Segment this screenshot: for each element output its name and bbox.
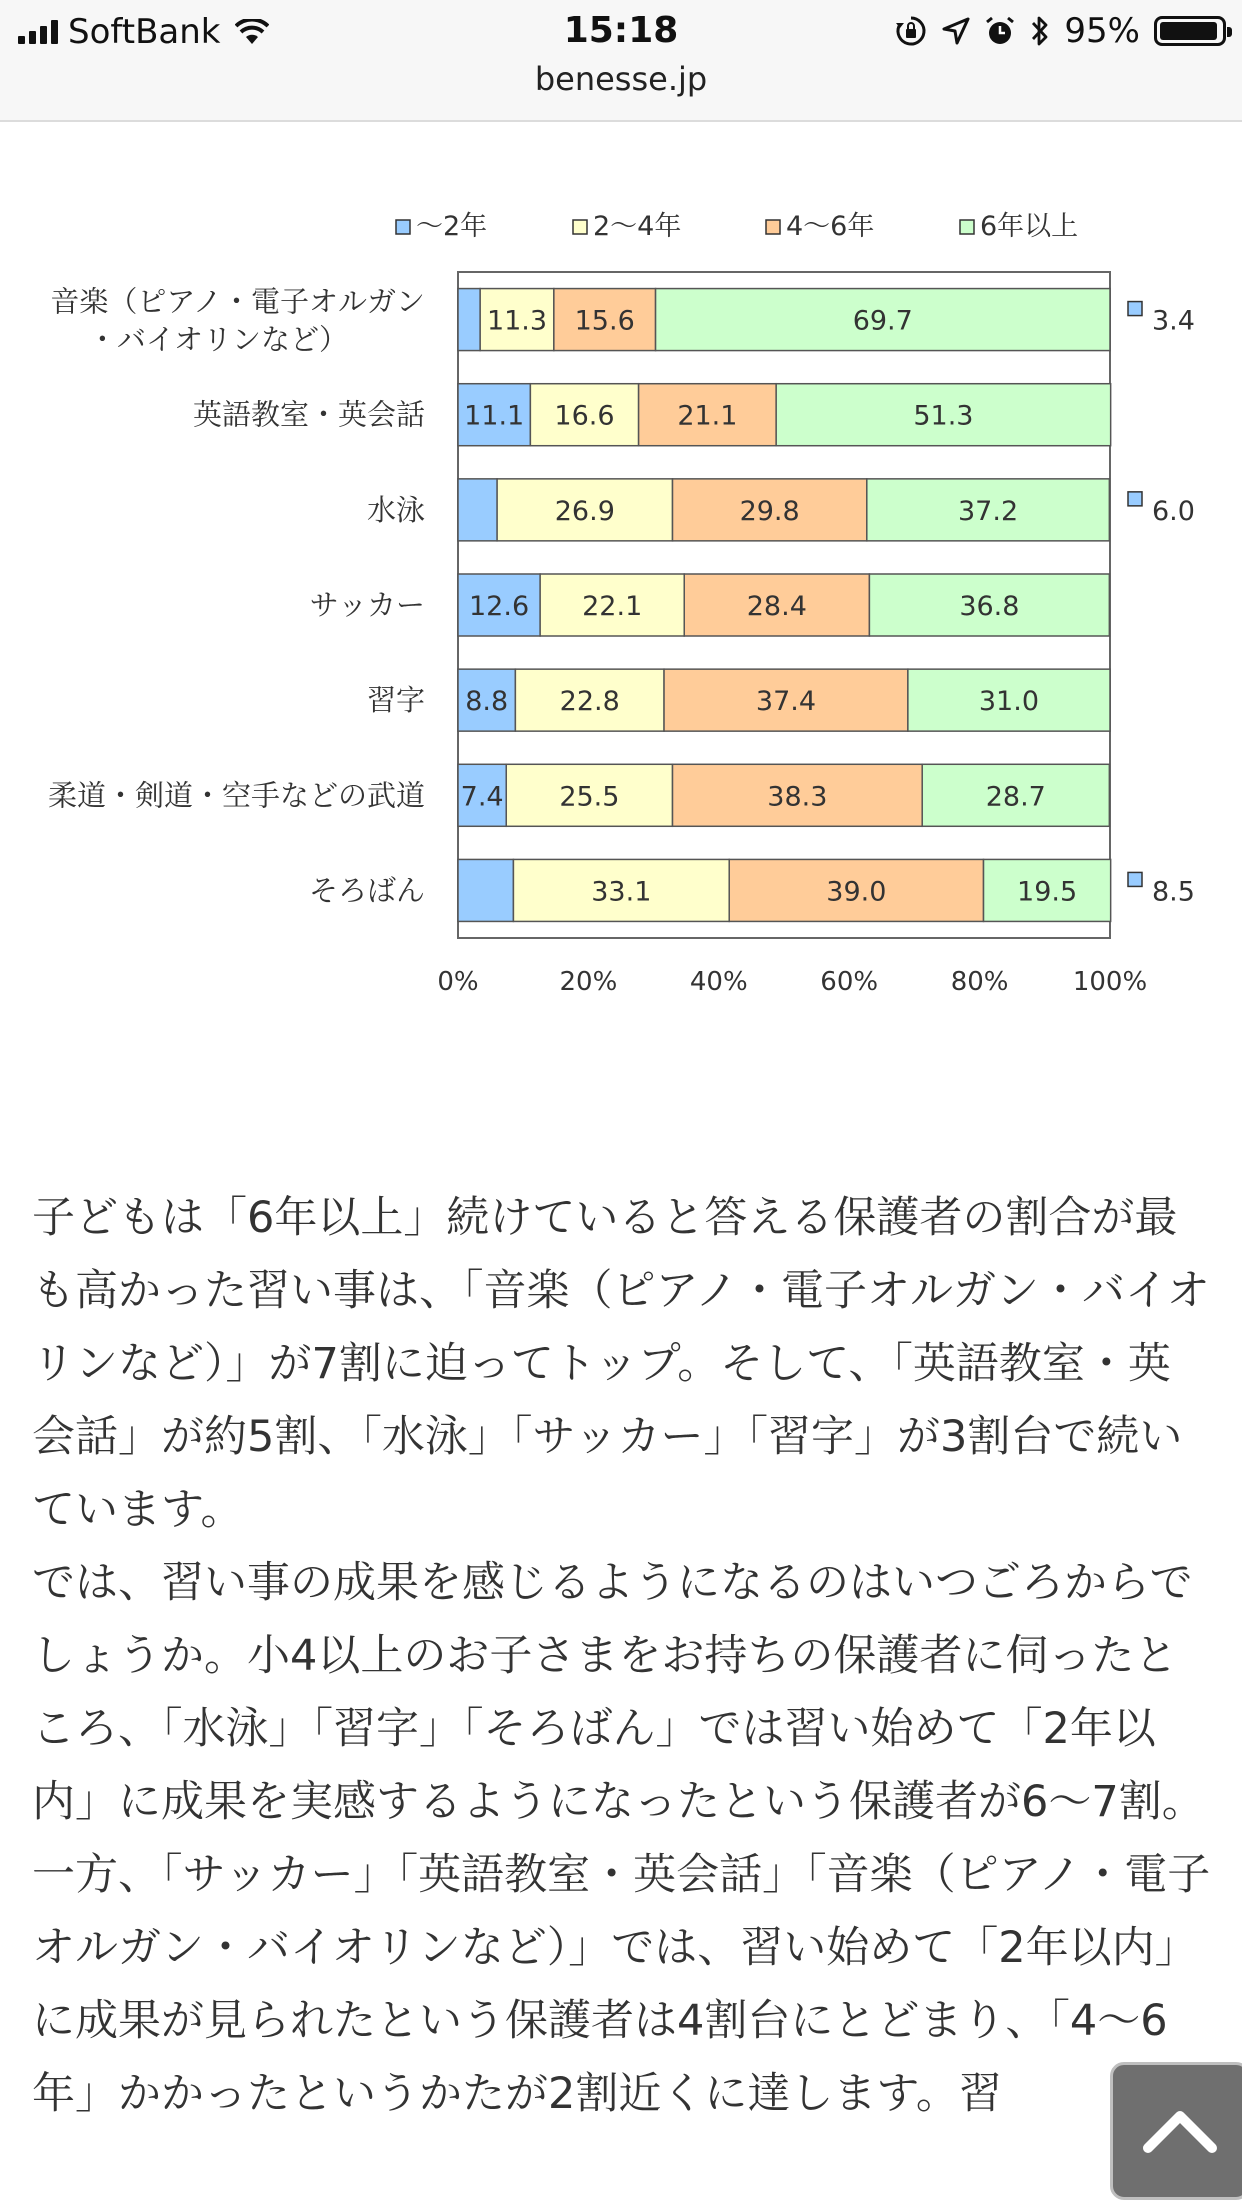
category-label-line-2: ・バイオリンなど） (87, 322, 348, 357)
data-label: 33.1 (591, 876, 652, 908)
data-label: 28.4 (746, 591, 807, 622)
legend-label-1: ～2年 (416, 211, 488, 242)
data-label: 28.7 (985, 781, 1046, 813)
stacked-bar-chart (0, 200, 1242, 1020)
legend-label-4: 6年以上 (980, 211, 1079, 242)
data-label: 11.1 (464, 400, 525, 432)
category-label: 習字 (366, 683, 425, 718)
legend-swatch-4 (960, 220, 974, 234)
legend-swatch-2 (573, 220, 587, 234)
data-label-outside: 8.5 (1152, 876, 1195, 908)
chevron-up-icon (1140, 2106, 1220, 2156)
data-label: 12.6 (469, 591, 530, 622)
location-icon (942, 17, 970, 45)
status-time: 15:18 (563, 10, 679, 51)
article-body (32, 1182, 1212, 2131)
carrier-name: SoftBank (68, 12, 221, 52)
back-to-top-button[interactable] (1110, 2062, 1242, 2200)
wifi-icon (235, 19, 269, 45)
data-label-outside: 3.4 (1152, 305, 1195, 337)
legend-label-2: 2～4年 (593, 211, 682, 242)
chart-svg (0, 200, 1242, 1020)
battery-icon (1154, 16, 1226, 46)
data-label: 19.5 (1017, 876, 1078, 908)
data-label: 11.3 (486, 305, 548, 337)
outside-label-swatch (1128, 302, 1142, 316)
data-label: 21.1 (677, 400, 738, 432)
x-tick-label: 0% (437, 967, 479, 997)
x-tick-label: 60% (820, 967, 879, 997)
category-label: 水泳 (366, 492, 425, 527)
data-label-outside: 6.0 (1152, 495, 1195, 527)
data-label: 26.9 (554, 495, 615, 527)
category-label: 英語教室・英会話 (192, 397, 425, 432)
legend-swatch-1 (396, 220, 410, 234)
article-paragraph-2: では、習い事の成果を感じるようになるのはいつごろからでしょうか。小4以上のお子さまをお持ちの保護者に伺ったところ、「水泳」「習字」「そろばん」では習い始めて「2年以内」に成果を実感するようになったという保護者が6～7割。一方、「サッカー」「英語教室・英会話」「音楽（ピアノ・電子オルガン・バイオリンなど）」では、習い始めて「2年以内」に成果が見られたという保護者は4割台にとどまり、「4～6年」かかったというかたが2割近くに達します。習 (32, 1558, 1211, 2119)
data-label: 22.8 (559, 686, 620, 718)
x-tick-label: 100% (1072, 967, 1148, 997)
legend-swatch-3 (766, 220, 780, 234)
data-label: 29.8 (739, 495, 800, 527)
data-label: 39.0 (826, 876, 887, 908)
data-label: 31.0 (978, 686, 1040, 718)
x-tick-label: 40% (689, 967, 748, 997)
data-label: 7.4 (460, 781, 504, 813)
bar-segment (458, 479, 497, 541)
data-label: 16.6 (554, 400, 615, 432)
category-label: そろばん (308, 873, 425, 908)
data-label: 36.8 (959, 591, 1020, 622)
data-label: 22.1 (582, 591, 643, 622)
bar-segment (458, 859, 513, 921)
orientation-lock-icon (894, 14, 928, 48)
x-tick-label: 20% (559, 967, 618, 997)
data-label: 38.3 (767, 781, 828, 813)
x-tick-label: 80% (950, 967, 1009, 997)
status-right (894, 10, 1226, 52)
data-label: 15.6 (574, 305, 635, 337)
bar-segment (458, 289, 480, 351)
signal-icon (18, 20, 58, 44)
outside-label-swatch (1128, 872, 1142, 886)
browser-top-bar (0, 0, 1242, 122)
data-label: 51.3 (913, 400, 974, 432)
article-paragraph-1: 子どもは「6年以上」続けていると答える保護者の割合が最も高かった習い事は、「音楽（ピアノ・電子オルガン・バイオリンなど）」が7割に迫ってトップ。そして、「英語教室・英会話」が約5割、「水泳」「サッカー」「習字」が3割台で続いています。 (32, 1193, 1210, 1535)
battery-fill (1160, 22, 1217, 40)
data-label: 37.2 (958, 495, 1019, 527)
data-label: 8.8 (465, 686, 509, 718)
data-label: 25.5 (559, 781, 620, 813)
battery-percent: 95% (1064, 11, 1140, 51)
data-label: 37.4 (755, 686, 817, 718)
legend-label-3: 4～6年 (786, 211, 875, 242)
alarm-icon (984, 15, 1016, 47)
category-label: サッカー (309, 588, 425, 622)
bluetooth-icon (1030, 14, 1050, 48)
category-label: 音楽（ピアノ・電子オルガン (50, 284, 425, 319)
category-label: 柔道・剣道・空手などの武道 (47, 778, 425, 813)
outside-label-swatch (1128, 492, 1142, 506)
status-left (18, 12, 269, 52)
url-bar[interactable]: benesse.jp (534, 60, 708, 98)
data-label: 69.7 (852, 305, 913, 337)
